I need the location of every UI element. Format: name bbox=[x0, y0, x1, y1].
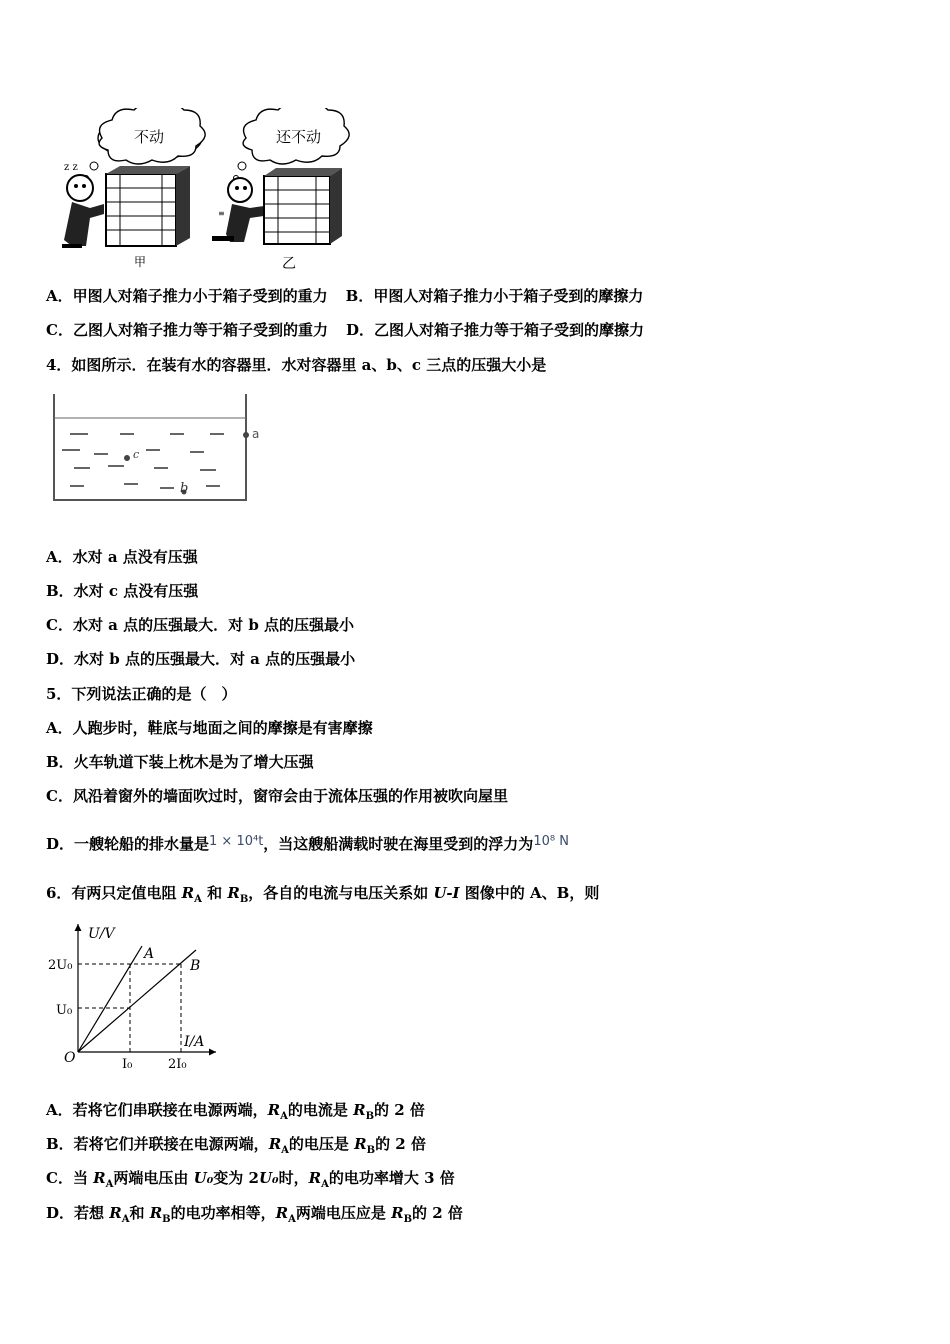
q4-option-d: D．水对 b 点的压强最大．对 a 点的压强最小 bbox=[46, 650, 356, 668]
ui-graph bbox=[44, 914, 234, 1074]
right-box bbox=[264, 168, 342, 244]
q6-option-a: A．若将它们串联接在电源两端，$R_A$的电流是 $R_B$的 2 倍 bbox=[46, 1101, 425, 1122]
q6-stem: 6．有两只定值电阻 $R_A$ 和 $R_B$，各自的电流与电压关系如 U-I 图像中的 A、B，则 bbox=[46, 884, 600, 905]
point-a bbox=[243, 432, 249, 438]
q5-stem: 5．下列说法正确的是（ ） bbox=[46, 685, 237, 703]
q3-option-a: A．甲图人对箱子推力小于箱子受到的重力 bbox=[46, 287, 328, 305]
line-b bbox=[78, 950, 196, 1052]
left-thought-text: 不动 bbox=[134, 128, 165, 146]
q4-option-c: C．水对 a 点的压强最大．对 b 点的压强最小 bbox=[46, 616, 355, 634]
push-box-figure bbox=[50, 108, 390, 278]
line-a bbox=[78, 946, 142, 1052]
x-tick-i0: I₀ bbox=[122, 1057, 133, 1072]
displacement-formula: 1 × 10⁴t bbox=[209, 834, 264, 849]
line-a-label: A bbox=[144, 946, 155, 962]
origin-label: O bbox=[64, 1050, 76, 1066]
q5-option-b: B．火车轨道下装上枕木是为了增大压强 bbox=[46, 753, 314, 771]
left-box bbox=[106, 166, 190, 246]
svg-text:z z: z z bbox=[64, 162, 78, 173]
y-axis-label: U/V bbox=[88, 926, 115, 942]
q4-option-a: A．水对 a 点没有压强 bbox=[46, 548, 198, 566]
q3-option-c: C．乙图人对箱子推力等于箱子受到的重力 bbox=[46, 321, 328, 339]
buoyancy-formula: 10⁸ N bbox=[533, 834, 569, 849]
q5-option-d: D．一艘轮船的排水量是1 × 10⁴t，当这艘船满载时驶在海里受到的浮力为10⁸ N bbox=[46, 834, 569, 853]
label-b: b bbox=[180, 481, 189, 496]
q6-option-c: C．当 $R_A$两端电压由 U₀变为 2U₀时，$R_A$的电功率增大 3 倍 bbox=[46, 1169, 455, 1190]
x-tick-2i0: 2I₀ bbox=[168, 1057, 187, 1072]
right-thought-text: 还不动 bbox=[276, 128, 322, 146]
y-tick-u0: U₀ bbox=[56, 1003, 73, 1018]
x-axis-label: I/A bbox=[184, 1034, 205, 1050]
q3-option-b: B．甲图人对箱子推力小于箱子受到的摩擦力 bbox=[345, 287, 644, 305]
water-container-figure bbox=[50, 392, 270, 507]
label-c: c bbox=[133, 448, 140, 461]
label-a: a bbox=[252, 427, 260, 441]
q4-option-b: B．水对 c 点没有压强 bbox=[46, 582, 199, 600]
q6-option-d: D．若想 $R_A$和 $R_B$的电功率相等，$R_A$两端电压应是 $R_B$的 2 倍 bbox=[46, 1204, 463, 1225]
q3-options-row2 bbox=[46, 320, 644, 340]
q3-options-row1 bbox=[46, 286, 643, 306]
q5-option-a: A．人跑步时，鞋底与地面之间的摩擦是有害摩擦 bbox=[46, 719, 373, 737]
right-person bbox=[212, 178, 264, 242]
left-caption: 甲 bbox=[134, 255, 147, 269]
q5-option-c: C．风沿着窗外的墙面吹过时，窗帘会由于流体压强的作用被吹向屋里 bbox=[46, 787, 508, 805]
point-c bbox=[124, 455, 130, 461]
q3-option-d: D．乙图人对箱子推力等于箱子受到的摩擦力 bbox=[345, 321, 644, 339]
line-b-label: B bbox=[190, 958, 201, 974]
y-tick-2u0: 2U₀ bbox=[48, 958, 73, 973]
q4-stem: 4．如图所示．在装有水的容器里．水对容器里 a、b、c 三点的压强大小是 bbox=[46, 356, 547, 374]
svg-text:≡: ≡ bbox=[218, 209, 225, 218]
left-person bbox=[62, 162, 104, 248]
right-caption: 乙 bbox=[282, 256, 296, 272]
q6-option-b: B．若将它们并联接在电源两端，$R_A$的电压是 $R_B$的 2 倍 bbox=[46, 1135, 426, 1156]
